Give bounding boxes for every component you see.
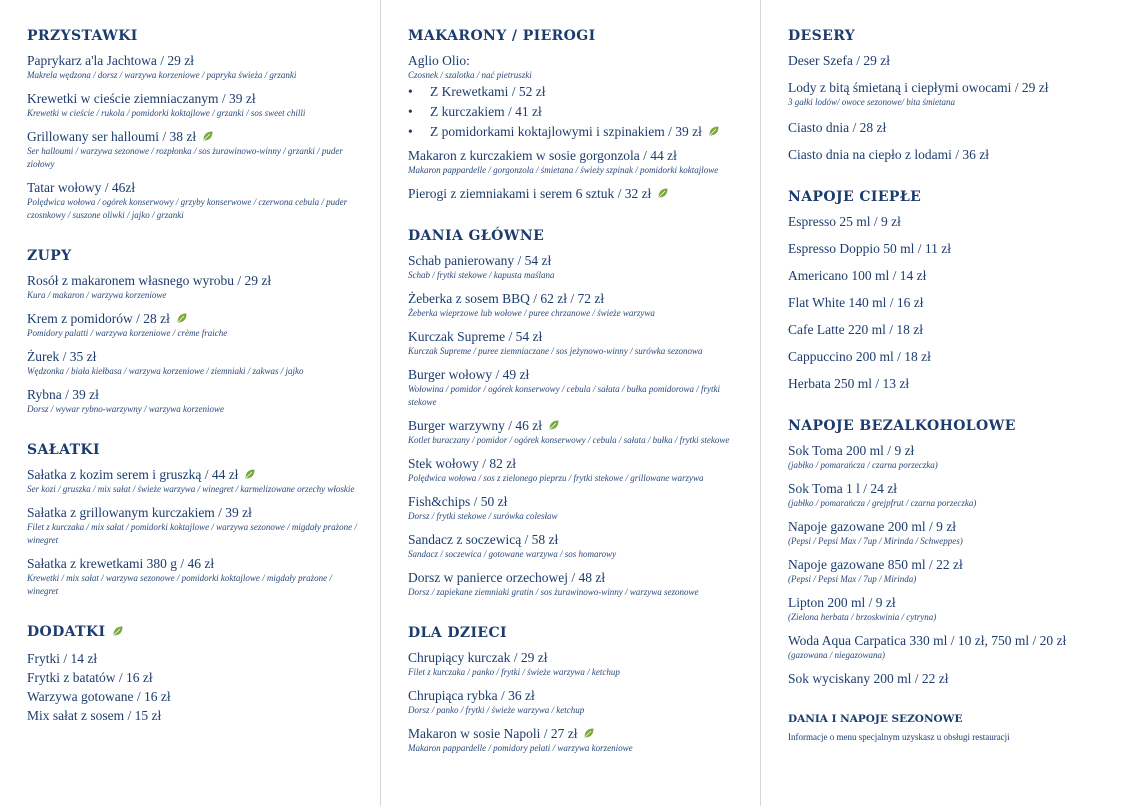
item-description: Filet z kurczaka / panko / frytki / świeże warzywa / ketchup xyxy=(408,667,620,677)
item-name-row xyxy=(27,129,380,145)
item-name: Sandacz z soczewicą / 58 zł xyxy=(408,532,559,547)
item-description: Ser kozi / gruszka / mix sałat / świeże warzywa / winegret / karmelizowane orzechy włoskie xyxy=(27,484,355,494)
list-item: Cafe Latte 220 ml / 18 zł xyxy=(788,322,923,337)
section-title: MAKARONY / PIEROGI xyxy=(408,28,596,44)
item-name: Paprykarz a'la Jachtowa / 29 zł xyxy=(27,53,194,68)
item-name: Burger warzywny / 46 zł xyxy=(408,418,542,433)
menu-item xyxy=(27,467,380,496)
menu-item xyxy=(27,556,380,598)
section-title: SAŁATKI xyxy=(27,442,100,458)
menu-item xyxy=(27,180,380,222)
item-name-row xyxy=(408,418,760,434)
list-item: Cappuccino 200 ml / 18 zł xyxy=(788,349,931,364)
item-description: Makaron pappardelle / pomidory pelati / warzywa korzeniowe xyxy=(408,743,633,753)
item-description: Kurczak Supreme / puree ziemniaczane / sos jeżynowo-winny / surówka sezonowa xyxy=(408,346,703,356)
list-item: Herbata 250 ml / 13 zł xyxy=(788,376,910,391)
list-item: Mix sałat z sosem / 15 zł xyxy=(27,708,162,723)
menu-item xyxy=(788,80,1140,109)
menu-item xyxy=(27,311,380,340)
item-name: Tatar wołowy / 46zł xyxy=(27,180,136,195)
list-item: Flat White 140 ml / 16 zł xyxy=(788,295,924,310)
section-title: ZUPY xyxy=(27,248,72,264)
item-name: Krewetki w cieście ziemniaczanym / 39 zł xyxy=(27,91,256,106)
item-name: Schab panierowany / 54 zł xyxy=(408,253,552,268)
item-description: Czosnek / szalotka / nać pietruszki xyxy=(408,70,532,80)
menu-item xyxy=(408,148,760,177)
item-description: Makrela wędzona / dorsz / warzywa korzeniowe / papryka świeża / grzanki xyxy=(27,70,297,80)
section-title: DLA DZIECI xyxy=(408,625,507,641)
item-name: Aglio Olio: xyxy=(408,53,470,68)
item-name: Chrupiący kurczak / 29 zł xyxy=(408,650,548,665)
section-dodatki xyxy=(27,624,380,725)
item-description: Schab / frytki stekowe / kapusta maślana xyxy=(408,270,555,280)
item-description: Żeberka wieprzowe lub wołowe / puree chrzanowe / świeże warzywa xyxy=(408,308,655,318)
menu-item xyxy=(788,120,1140,136)
item-description: (Zielona herbata / brzoskwinia / cytryna) xyxy=(788,612,937,622)
item-name: Rybna / 39 zł xyxy=(27,387,99,402)
section-title: DANIA GŁÓWNE xyxy=(408,228,545,244)
item-name: Kurczak Supreme / 54 zł xyxy=(408,329,543,344)
section-makarony xyxy=(408,28,760,202)
section-salatki xyxy=(27,442,380,598)
list-item: Espresso Doppio 50 ml / 11 zł xyxy=(788,241,951,256)
menu-item xyxy=(408,726,760,755)
menu-item xyxy=(27,505,380,547)
menu-item xyxy=(408,418,760,447)
section-title: NAPOJE CIEPŁE xyxy=(788,189,922,205)
item-name: Sok Toma 200 ml / 9 zł xyxy=(788,443,915,458)
item-name: Makaron w sosie Napoli / 27 zł xyxy=(408,726,578,741)
leaf-icon xyxy=(657,187,669,199)
list-item: Espresso 25 ml / 9 zł xyxy=(788,214,901,229)
item-name: Makaron z kurczakiem w sosie gorgonzola / 44 zł xyxy=(408,148,677,163)
leaf-icon xyxy=(244,468,256,480)
section-przystawki xyxy=(27,28,380,222)
menu-item xyxy=(27,91,380,120)
section-title: NAPOJE BEZALKOHOLOWE xyxy=(788,418,1016,434)
item-description: Pomidory palatti / warzywa korzeniowe / crème fraiche xyxy=(27,328,228,338)
menu-column-3 xyxy=(760,0,1140,806)
item-name: Sałatka z kozim serem i gruszką / 44 zł xyxy=(27,467,239,482)
item-description: Polędwica wołowa / ogórek konserwowy / grzyby konserwowe / czerwona cebula / puder czosnkowy / suszone oliwki / jajko / grzanki xyxy=(27,197,348,220)
item-name: Lody z bitą śmietaną i ciepłymi owocami / 29 zł xyxy=(788,80,1049,95)
item-name: Rosół z makaronem własnego wyrobu / 29 zł xyxy=(27,273,272,288)
list-item: Americano 100 ml / 14 zł xyxy=(788,268,927,283)
item-description: Filet z kurczaka / mix sałat / pomidorki koktajlowe / warzywa sezonowe / migdały prażone / winegret xyxy=(27,522,357,545)
item-name: Chrupiąca rybka / 36 zł xyxy=(408,688,535,703)
item-description: Sandacz / soczewica / gotowane warzywa / sos homarowy xyxy=(408,549,617,559)
item-description: Wędzonka / biała kiełbasa / warzywa korzeniowe / ziemniaki / zakwas / jajko xyxy=(27,366,304,376)
menu-item xyxy=(788,671,1140,687)
section-zupy xyxy=(27,248,380,416)
item-name: Żurek / 35 zł xyxy=(27,349,97,364)
menu-item xyxy=(408,456,760,485)
item-description: (gazowana / niegazowana) xyxy=(788,650,886,660)
menu-item xyxy=(788,557,1140,586)
menu-item xyxy=(788,633,1140,662)
list-item: Frytki / 14 zł xyxy=(27,651,98,666)
item-name: Krem z pomidorów / 28 zł xyxy=(27,311,170,326)
menu-item xyxy=(788,53,1140,69)
section-title: PRZYSTAWKI xyxy=(27,28,138,44)
section-sezonowe xyxy=(788,713,1140,743)
menu-item xyxy=(408,688,760,717)
bullet-item: Z pomidorkami koktajlowymi i szpinakiem / 39 zł xyxy=(430,124,702,139)
leaf-icon xyxy=(202,130,214,142)
item-description: Dorsz / panko / frytki / świeże warzywa / ketchup xyxy=(408,705,585,715)
item-name: Burger wołowy / 49 zł xyxy=(408,367,530,382)
item-description: (Pepsi / Pepsi Max / 7up / Mirinda) xyxy=(788,574,917,584)
item-description: Makaron pappardelle / gorgonzola / śmietana / świeży szpinak / pomidorki koktajlowe xyxy=(408,165,719,175)
menu-item xyxy=(408,494,760,523)
menu-item xyxy=(27,129,380,171)
item-name-row xyxy=(27,467,380,483)
item-name: Sałatka z grillowanym kurczakiem / 39 zł xyxy=(27,505,252,520)
menu-item xyxy=(408,253,760,282)
section-title-row xyxy=(27,624,380,640)
item-name: Dorsz w panierce orzechowej / 48 zł xyxy=(408,570,606,585)
item-name: Grillowany ser halloumi / 38 zł xyxy=(27,129,197,144)
item-description: Kotlet buraczany / pomidor / ogórek konserwowy / cebula / sałata / bułka / frytki stekowe xyxy=(408,435,730,445)
menu-item xyxy=(408,329,760,358)
leaf-icon xyxy=(112,625,124,637)
item-name: Ciasto dnia na ciepło z lodami / 36 zł xyxy=(788,147,989,162)
info-text: Informacje o menu specjalnym uzyskasz u obsługi restauracji xyxy=(788,732,1010,742)
menu-item xyxy=(27,387,380,416)
item-name: Sok Toma 1 l / 24 zł xyxy=(788,481,898,496)
section-dla-dzieci xyxy=(408,625,760,755)
item-name: Napoje gazowane 200 ml / 9 zł xyxy=(788,519,956,534)
bullet-item: • Z Krewetkami / 52 zł xyxy=(408,82,760,102)
section-title: DODATKI xyxy=(27,624,106,640)
section-desery xyxy=(788,28,1140,163)
item-name: Deser Szefa / 29 zł xyxy=(788,53,890,68)
item-name: Lipton 200 ml / 9 zł xyxy=(788,595,896,610)
leaf-icon xyxy=(583,727,595,739)
bullet-item: • Z kurczakiem / 41 zł xyxy=(408,102,760,122)
item-name: Pierogi z ziemniakami i serem 6 sztuk / 32 zł xyxy=(408,186,652,201)
menu-item xyxy=(408,367,760,409)
leaf-icon xyxy=(708,125,720,137)
menu-item xyxy=(788,443,1140,472)
item-description: Polędwica wołowa / sos z zielonego pieprzu / frytki stekowe / grillowane warzywa xyxy=(408,473,704,483)
menu-item xyxy=(788,519,1140,548)
list-item: Warzywa gotowane / 16 zł xyxy=(27,689,171,704)
menu-item-aglio-olio xyxy=(408,53,760,142)
item-description: (Pepsi / Pepsi Max / 7up / Mirinda / Schweppes) xyxy=(788,536,963,546)
item-name: Sałatka z krewetkami 380 g / 46 zł xyxy=(27,556,215,571)
item-name: Fish&chips / 50 zł xyxy=(408,494,508,509)
leaf-icon xyxy=(548,419,560,431)
item-description: Dorsz / zapiekane ziemniaki gratin / sos żurawinowo-winny / warzywa sezonowe xyxy=(408,587,699,597)
item-name: Napoje gazowane 850 ml / 22 zł xyxy=(788,557,963,572)
bullet-item-row xyxy=(408,122,760,142)
item-description: 3 gałki lodów/ owoce sezonowe/ bita śmietana xyxy=(788,97,955,107)
menu-item xyxy=(408,650,760,679)
item-description: Dorsz / frytki stekowe / surówka colesław xyxy=(408,511,558,521)
item-name-row xyxy=(408,186,760,202)
item-name: Sok wyciskany 200 ml / 22 zł xyxy=(788,671,949,686)
menu-item xyxy=(27,53,380,82)
section-dania-glowne xyxy=(408,228,760,599)
menu-item xyxy=(27,273,380,302)
item-name: Stek wołowy / 82 zł xyxy=(408,456,516,471)
item-description: Wołowina / pomidor / ogórek konserwowy / cebula / sałata / bułka pomidorowa / frytki stekowe xyxy=(408,384,720,407)
menu-item xyxy=(27,349,380,378)
item-name: Żeberka z sosem BBQ / 62 zł / 72 zł xyxy=(408,291,605,306)
section-title: DESERY xyxy=(788,28,856,44)
item-description: Krewetki / mix sałat / warzywa sezonowe / pomidorki koktajlowe / migdały prażone / winegret xyxy=(27,573,332,596)
leaf-icon xyxy=(176,312,188,324)
menu-item xyxy=(408,570,760,599)
item-description: Ser halloumi / warzywa sezonowe / rozpłonka / sos żurawinowo-winny / grzanki / puder ziołowy xyxy=(27,146,343,169)
item-description: Dorsz / wywar rybno-warzywny / warzywa korzeniowe xyxy=(27,404,225,414)
item-description: (jabłko / pomarańcza / czarna porzeczka) xyxy=(788,460,938,470)
menu-item xyxy=(408,291,760,320)
menu-item xyxy=(788,147,1140,163)
item-name-row xyxy=(408,726,760,742)
item-description: Krewetki w cieście / rukola / pomidorki koktajlowe / grzanki / sos sweet chilli xyxy=(27,108,306,118)
menu-item xyxy=(788,595,1140,624)
item-description: (jabłko / pomarańcza / grejpfrut / czarna porzeczka) xyxy=(788,498,977,508)
menu-item xyxy=(408,186,760,202)
item-name-row xyxy=(27,311,380,327)
section-napoje-cieple xyxy=(788,189,1140,392)
menu-column-1 xyxy=(0,0,380,806)
menu-item xyxy=(408,532,760,561)
section-napoje-bezalkoholowe xyxy=(788,418,1140,687)
item-name: Ciasto dnia / 28 zł xyxy=(788,120,887,135)
list-item: Frytki z batatów / 16 zł xyxy=(27,670,153,685)
item-description: Kura / makaron / warzywa korzeniowe xyxy=(27,290,167,300)
section-title: DANIA I NAPOJE SEZONOWE xyxy=(788,713,963,725)
menu-column-2 xyxy=(380,0,760,806)
item-name: Woda Aqua Carpatica 330 ml / 10 zł, 750 ml / 20 zł xyxy=(788,633,1067,648)
menu-item xyxy=(788,481,1140,510)
